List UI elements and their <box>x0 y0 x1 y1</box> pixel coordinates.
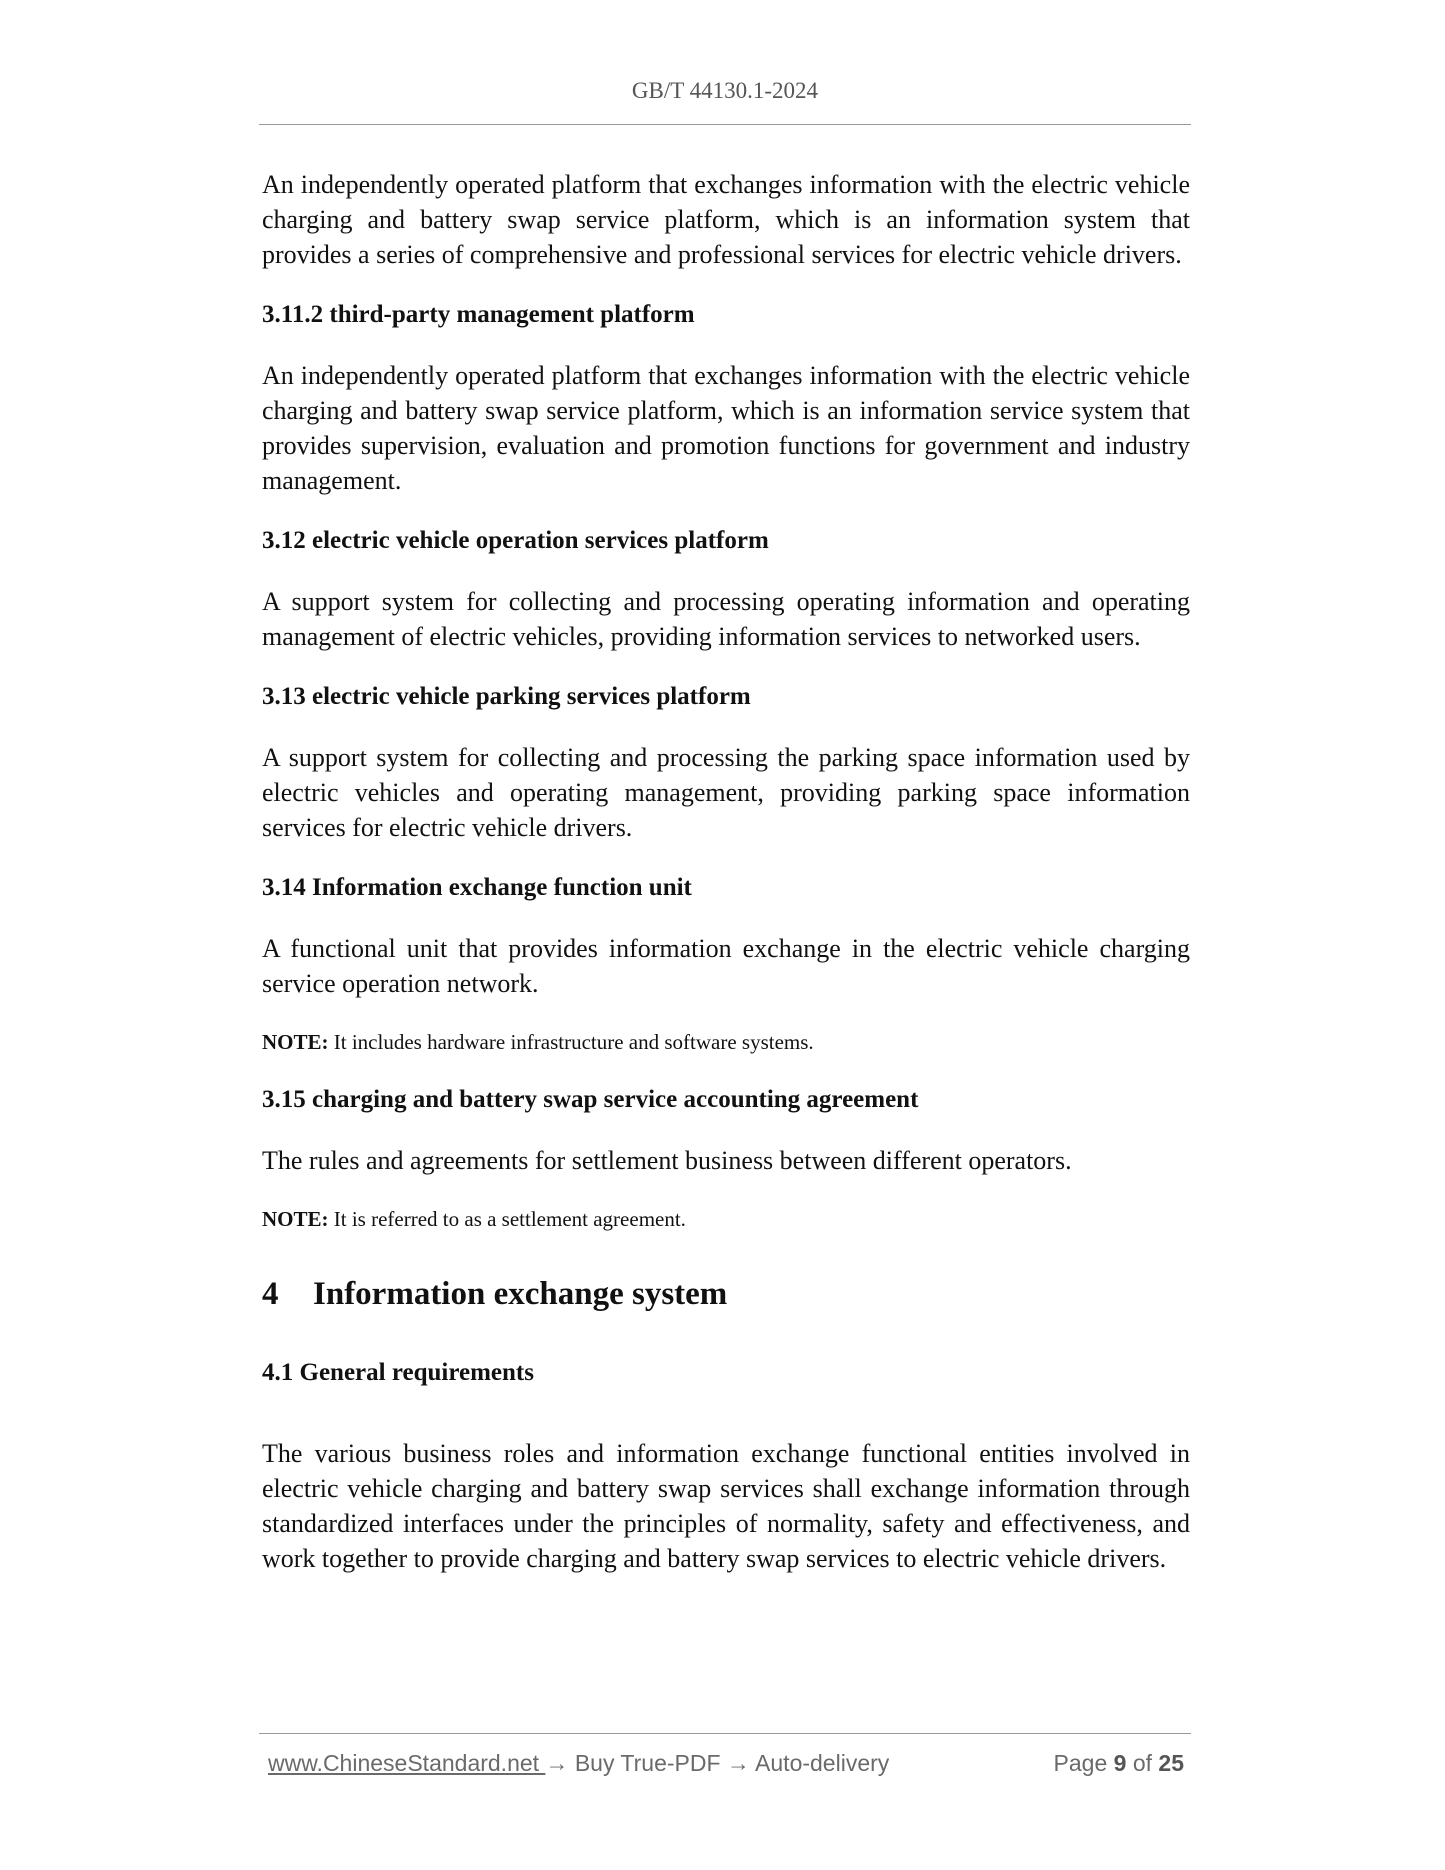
paragraph-3-11-2-definition: An independently operated platform that exchanges information with the electric vehicle charging and battery swap service platform, which is an information service system that provides supervision, evaluation and promotion functions for government and industry management. <box>262 361 1190 495</box>
note-3-14 <box>262 1027 1190 1057</box>
footer-promo-text: → Buy True-PDF → Auto-delivery <box>545 1750 890 1776</box>
chinesestandard-link[interactable]: www.ChineseStandard.net <box>268 1750 546 1776</box>
paragraph-4-1: The various business roles and information exchange functional entities involved in electric vehicle charging and battery swap services shall exchange information through standardized interfaces under the principles of normality, safety and effectiveness, and work together to provide charging and battery swap services to electric vehicle drivers. <box>262 1439 1190 1573</box>
note-text: It includes hardware infrastructure and software systems. <box>328 1030 814 1054</box>
term-heading-3-12: 3.12 electric vehicle operation services platform <box>262 527 769 554</box>
page-number: 9 <box>1113 1750 1127 1776</box>
page-indicator <box>1054 1750 1184 1777</box>
page-body <box>262 167 1190 1602</box>
footer-promo <box>268 1750 889 1777</box>
running-header: GB/T 44130.1-2024 <box>631 78 819 103</box>
note-text: It is referred to as a settlement agreement. <box>328 1207 686 1231</box>
paragraph-3-12-definition: A support system for collecting and processing operating information and operating management of electric vehicles, providing information services to networked users. <box>262 587 1190 651</box>
term-heading-3-13: 3.13 electric vehicle parking services platform <box>262 683 751 710</box>
subsection-heading-4-1: 4.1 General requirements <box>262 1359 534 1386</box>
section-heading-4 <box>262 1274 1190 1314</box>
section-title: Information exchange system <box>313 1276 728 1312</box>
page-footer <box>268 1750 1184 1786</box>
paragraph-3-11-1-definition: An independently operated platform that exchanges information with the electric vehicle charging and battery swap service platform, which is an information system that provides a series of comprehensive and professional services for electric vehicle drivers. <box>262 170 1190 269</box>
paragraph-3-14-definition: A functional unit that provides information exchange in the electric vehicle charging service operation network. <box>262 934 1190 998</box>
page-word: Page <box>1053 1750 1114 1776</box>
term-heading-3-11-2: 3.11.2 third-party management platform <box>262 301 695 328</box>
term-heading-3-14: 3.14 Information exchange function unit <box>262 874 692 901</box>
footer-rule <box>259 1733 1191 1734</box>
note-label: NOTE: <box>262 1207 329 1231</box>
of-word: of <box>1126 1750 1159 1776</box>
header-rule <box>259 124 1191 125</box>
paragraph-3-13-definition: A support system for collecting and processing the parking space information used by electric vehicles and operating management, providing parking space information services for electric vehicle drivers. <box>262 743 1190 842</box>
note-3-15 <box>262 1204 1190 1234</box>
total-pages: 25 <box>1158 1750 1184 1776</box>
term-heading-3-15: 3.15 charging and battery swap service accounting agreement <box>262 1086 919 1113</box>
paragraph-3-15-definition: The rules and agreements for settlement business between different operators. <box>262 1146 1072 1175</box>
note-label: NOTE: <box>262 1030 329 1054</box>
section-number: 4 <box>262 1276 279 1312</box>
